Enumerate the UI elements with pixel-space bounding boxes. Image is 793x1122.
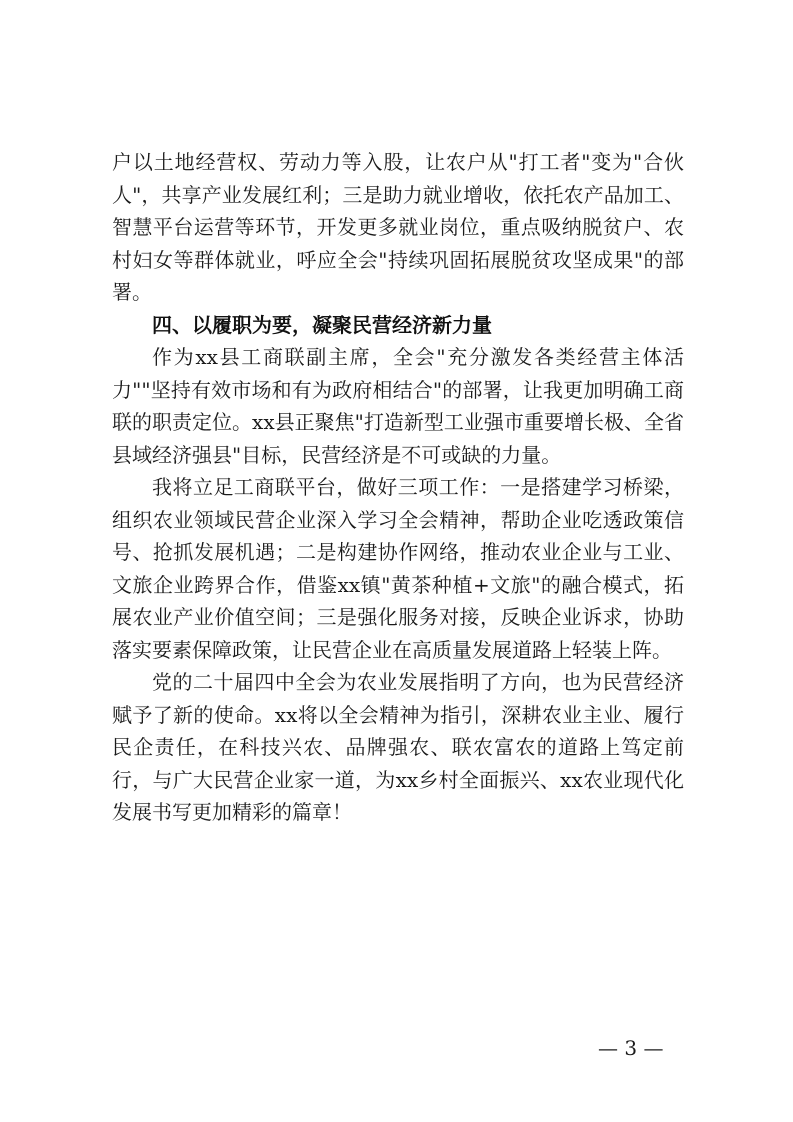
paragraph-continuation: 户以土地经营权、劳动力等入股，让农户从"打工者"变为"合伙人"，共享产业发展红利；三是助力就业增收，依托农产品加工、智慧平台运营等环节，开发更多就业岗位，重点吸纳脱贫户、农村妇女等群体就业，呼应全会"持续巩固拓展脱贫攻坚成果"的部署。 xyxy=(112,150,684,304)
section-heading: 四、以履职为要，凝聚民营经济新力量 xyxy=(152,312,492,337)
document-body xyxy=(112,146,684,829)
paragraph: 我将立足工商联平台，做好三项工作：一是搭建学习桥梁，组织农业领域民营企业深入学习全会精神，帮助企业吃透政策信号、抢抓发展机遇；二是构建协作网络，推动农业企业与工业、文旅企业跨界合作，借鉴xx镇"黄茶种植+文旅"的融合模式，拓展农业产业价值空间；三是强化服务对接，反映企业诉求，协助落实要素保障政策，让民营企业在高质量发展道路上轻装上阵。 xyxy=(112,475,684,662)
paragraph: 党的二十届四中全会为农业发展指明了方向，也为民营经济赋予了新的使命。xx将以全会精神为指引，深耕农业主业、履行民企责任，在科技兴农、品牌强农、联农富农的道路上笃定前行，与广大民营企业家一道，为xx乡村全面振兴、xx农业现代化发展书写更加精彩的篇章！ xyxy=(112,670,684,824)
page-number: — 3 — xyxy=(598,1036,664,1060)
paragraph: 作为xx县工商联副主席，全会"充分激发各类经营主体活力""坚持有效市场和有为政府相结合"的部署，让我更加明确工商联的职责定位。xx县正聚焦"打造新型工业强市重要增长极、全省县域经济强县"目标，民营经济是不可或缺的力量。 xyxy=(112,345,684,467)
